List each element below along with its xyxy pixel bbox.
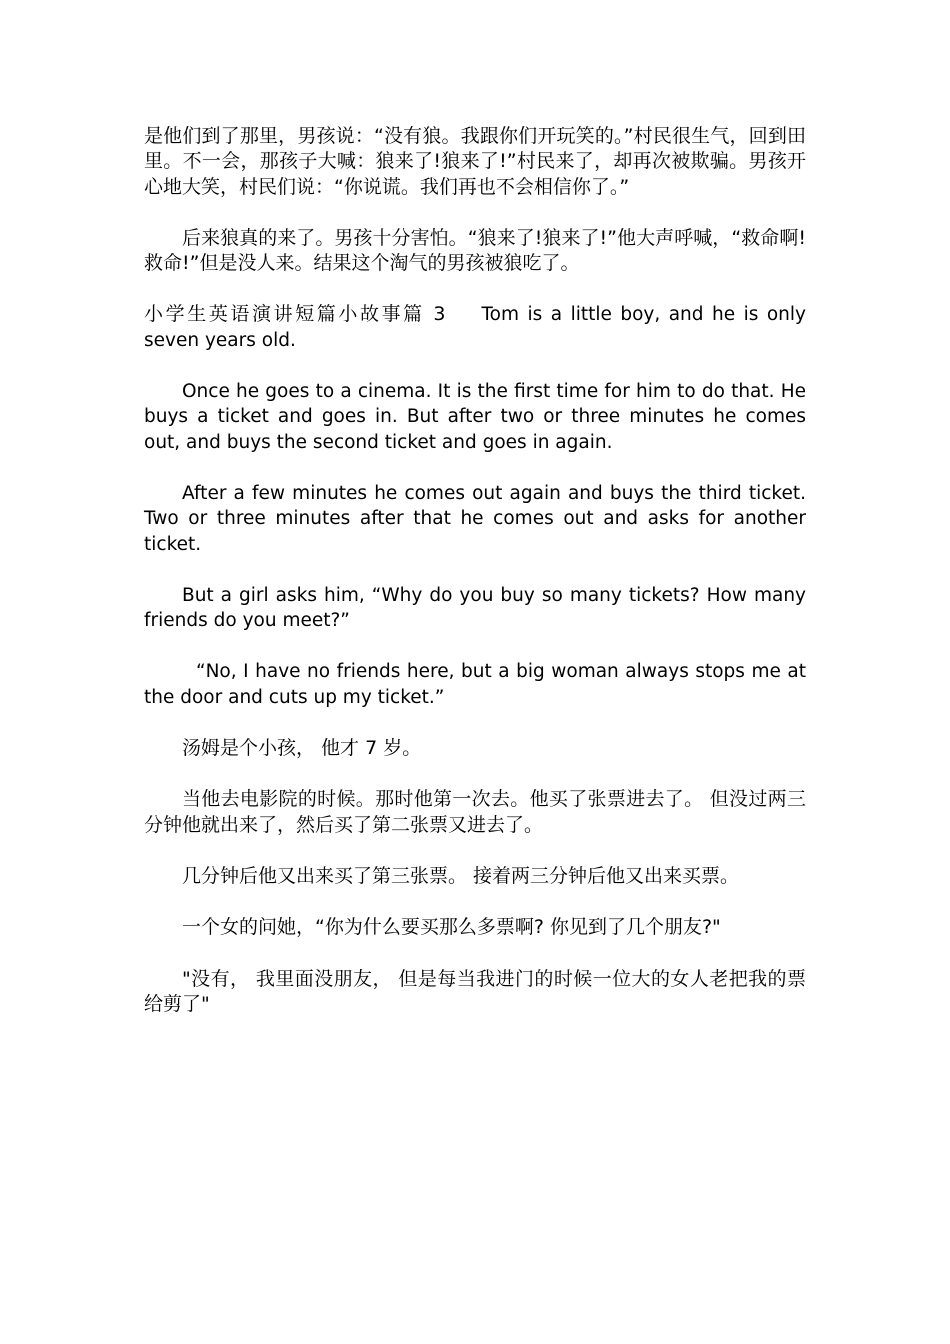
story3-heading-paragraph bbox=[144, 302, 806, 353]
story-paragraph-zh: 后来狼真的来了。男孩十分害怕。“狼来了!狼来了!”他大声呼喊，“救命啊!救命!”但是没人来。结果这个淘气的男孩被狼吃了。 bbox=[144, 226, 806, 275]
story-paragraph-zh: 当他去电影院的时候。那时他第一次去。他买了张票进去了。 但没过两三分钟他就出来了，然后买了第二张票又进去了。 bbox=[144, 788, 806, 836]
story-paragraph-en: But a girl asks him, “Why do you buy so many tickets? How many friends do you meet?” bbox=[144, 584, 806, 632]
story-paragraph-zh: 几分钟后他又出来买了第三张票。 接着两三分钟后他又出来买票。 bbox=[182, 864, 740, 887]
story-paragraph-zh: 是他们到了那里，男孩说：“没有狼。我跟你们开玩笑的。”村民很生气，回到田里。不一会，那孩子大喊：狼来了!狼来了!”村民来了，却再次被欺骗。男孩开心地大笑，村民们说：“你说谎。我们再也不会相信你了。” bbox=[144, 125, 806, 198]
story-paragraph-zh: "没有， 我里面没朋友， 但是每当我进门的时候一位大的女人老把我的票给剪了" bbox=[144, 967, 806, 1015]
story-paragraph-zh: 一个女的问她，“你为什么要买那么多票啊? 你见到了几个朋友?" bbox=[182, 916, 721, 939]
story3-heading: 小学生英语演讲短篇小故事篇 3 bbox=[144, 303, 446, 326]
story-paragraph-en: “No, I have no friends here, but a big woman always stops me at the door and cuts up my ticket.” bbox=[144, 661, 806, 708]
story-paragraph-zh: 汤姆是个小孩， 他才 7 岁。 bbox=[182, 737, 422, 760]
story3-first-line: Tom is a little boy, and he is only seven years old. bbox=[144, 304, 806, 351]
story-paragraph-en: After a few minutes he comes out again and buys the third ticket. Two or three minutes after that he comes out and asks for another ticket. bbox=[144, 482, 806, 555]
document-body bbox=[144, 124, 806, 1043]
story-paragraph-en: Once he goes to a cinema. It is the first time for him to do that. He buys a ticket and goes in. But after two or three minutes he comes out, and buys the second ticket and goes in again. bbox=[144, 381, 806, 453]
